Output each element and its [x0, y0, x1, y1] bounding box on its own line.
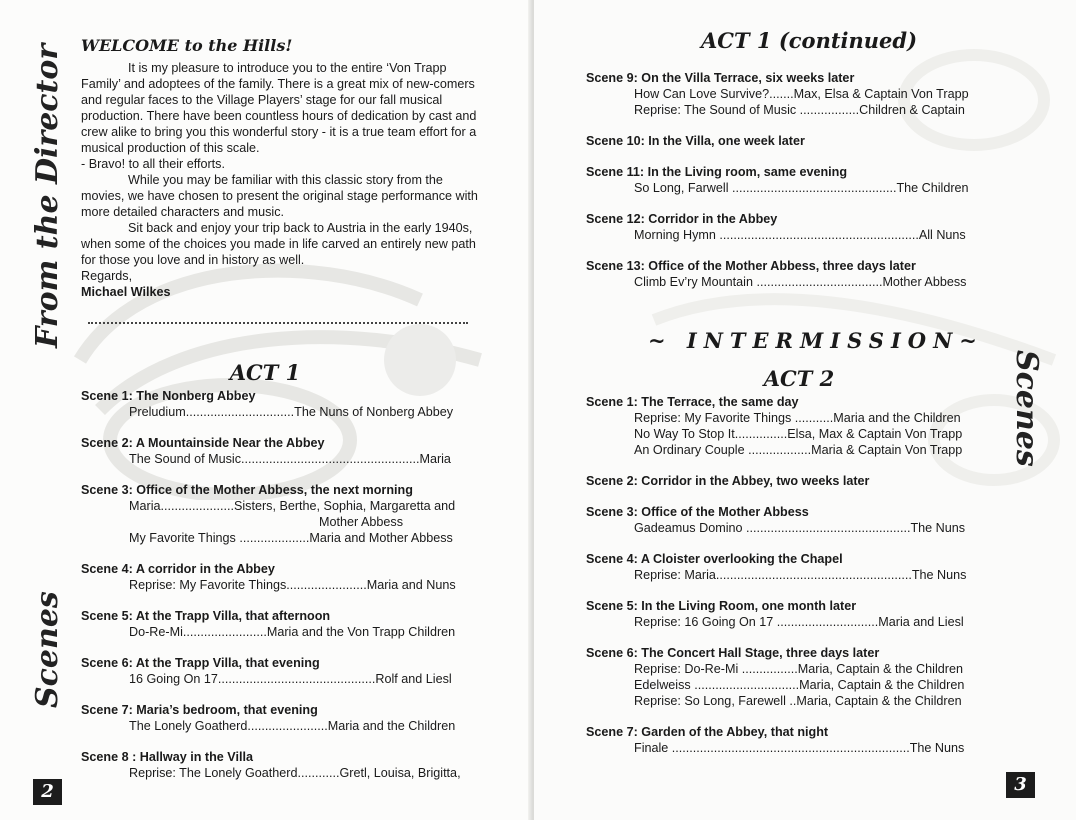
- scene-title: Scene 4: A corridor in the Abbey: [81, 562, 275, 576]
- scene-item: [81, 482, 481, 546]
- scene-title: Scene 9: On the Villa Terrace, six weeks later: [586, 71, 855, 85]
- intro-paragraph: - Bravo! to all their efforts.: [81, 157, 225, 171]
- scene-title: Scene 8 : Hallway in the Villa: [81, 750, 253, 764]
- scene-title: Scene 4: A Cloister overlooking the Chapel: [586, 552, 843, 566]
- scene-title: Scene 3: Office of the Mother Abbess: [586, 505, 809, 519]
- left-page: [0, 0, 532, 820]
- act1-scene-list: [81, 388, 481, 796]
- act1-continued-heading: ACT 1 (continued): [700, 28, 918, 53]
- scene-title: Scene 5: In the Living Room, one month later: [586, 599, 857, 613]
- page-number-left: 2: [33, 779, 62, 805]
- scene-item: [81, 702, 481, 734]
- act2-scene-list: [586, 394, 996, 771]
- song-line: How Can Love Survive?.......Max, Elsa & Captain Von Trapp: [634, 87, 969, 101]
- scene-item: [586, 598, 996, 630]
- act2-heading: ACT 2: [763, 366, 835, 391]
- song-line: Reprise: Do-Re-Mi ................Maria, Captain & the Children: [634, 662, 963, 676]
- scene-item: [586, 551, 996, 583]
- scene-item: [81, 435, 481, 467]
- song-line: Do-Re-Mi........................Maria and the Von Trapp Children: [129, 625, 456, 639]
- song-line: Reprise: Maria........................................................The Nuns: [634, 568, 967, 582]
- scene-title: Scene 2: A Mountainside Near the Abbey: [81, 436, 325, 450]
- scene-title: Scene 6: The Concert Hall Stage, three days later: [586, 646, 880, 660]
- scene-title: Scene 7: Maria’s bedroom, that evening: [81, 703, 318, 717]
- intro-paragraph: While you may be familiar with this classic story from the movies, we have chosen to present the original stage performance with more detailed characters and music.: [81, 173, 478, 219]
- welcome-heading: WELCOME to the Hills!: [81, 36, 293, 55]
- scene-title: Scene 1: The Terrace, the same day: [586, 395, 799, 409]
- intro-paragraph: It is my pleasure to introduce you to the entire ‘Von Trapp Family’ and adoptees of the family. There is a great mix of new-comers and regular faces to the Village Players’ stage for our fall musical production. There have been countless hours of dedication by cast and crew alike to bring you this wonderful story - it is a true team effort for a musical production of this scale.: [81, 61, 477, 155]
- page-number-right: 3: [1006, 772, 1035, 798]
- scene-item: [81, 655, 481, 687]
- scene-title: Scene 3: Office of the Mother Abbess, the next morning: [81, 483, 413, 497]
- scene-item: [81, 608, 481, 640]
- intro-closing: Regards,: [81, 269, 133, 283]
- scene-item: [586, 70, 996, 118]
- scene-item: [586, 394, 996, 458]
- song-line: Reprise: My Favorite Things ...........Maria and the Children: [634, 411, 961, 425]
- song-line: So Long, Farwell ...............................................The Children: [634, 181, 969, 195]
- scene-item: [586, 258, 996, 290]
- scene-item: [586, 724, 996, 756]
- intro-paragraph: Sit back and enjoy your trip back to Austria in the early 1940s, when some of the choices you made in life carved an entirely new path for those you love and in history as well.: [81, 221, 476, 267]
- song-line: The Lonely Goatherd.......................Maria and the Children: [129, 719, 456, 733]
- scene-item: [81, 561, 481, 593]
- dotted-divider: [88, 322, 468, 324]
- song-line: Reprise: The Sound of Music .................Children & Captain: [634, 103, 965, 117]
- song-line: Maria.....................Sisters, Berthe, Sophia, Margaretta and: [129, 499, 456, 513]
- intermission-heading: ~ INTERMISSION~: [648, 328, 984, 353]
- director-signature: Michael Wilkes: [81, 285, 171, 299]
- song-line: Reprise: So Long, Farewell ..Maria, Captain & the Children: [634, 694, 962, 708]
- song-line: Morning Hymn .........................................................All Nuns: [634, 228, 966, 242]
- scene-title: Scene 10: In the Villa, one week later: [586, 134, 805, 148]
- song-line-continued: Mother Abbess: [319, 515, 404, 529]
- scene-title: Scene 7: Garden of the Abbey, that night: [586, 725, 829, 739]
- scene-title: Scene 1: The Nonberg Abbey: [81, 389, 256, 403]
- scene-title: Scene 12: Corridor in the Abbey: [586, 212, 778, 226]
- scene-item: [586, 133, 996, 149]
- side-title-scenes-left: Scenes: [30, 591, 65, 708]
- song-line: Climb Ev’ry Mountain ....................................Mother Abbess: [634, 275, 967, 289]
- scene-title: Scene 13: Office of the Mother Abbess, three days later: [586, 259, 916, 273]
- act1-continued-scene-list: [586, 70, 996, 305]
- scene-title: Scene 5: At the Trapp Villa, that afternoon: [81, 609, 331, 623]
- song-line: An Ordinary Couple ..................Maria & Captain Von Trapp: [634, 443, 963, 457]
- song-line: Reprise: My Favorite Things.......................Maria and Nuns: [129, 578, 456, 592]
- scene-item: [586, 473, 996, 489]
- scene-item: [81, 749, 481, 781]
- song-line: Reprise: 16 Going On 17 .............................Maria and Liesl: [634, 615, 964, 629]
- side-title-scenes-right: Scenes: [1009, 350, 1044, 467]
- act1-heading: ACT 1: [229, 360, 301, 385]
- scene-item: [81, 388, 481, 420]
- song-line: Gadeamus Domino ...............................................The Nuns: [634, 521, 966, 535]
- song-line: Reprise: The Lonely Goatherd............Gretl, Louisa, Brigitta,: [129, 766, 461, 780]
- scene-item: [586, 164, 996, 196]
- scene-item: [586, 504, 996, 536]
- side-title-director: From the Director: [30, 43, 65, 348]
- scene-item: [586, 645, 996, 709]
- scene-title: Scene 11: In the Living room, same evening: [586, 165, 848, 179]
- song-line: Edelweiss ..............................Maria, Captain & the Children: [634, 678, 965, 692]
- song-line: Preludium...............................The Nuns of Nonberg Abbey: [129, 405, 454, 419]
- song-line: The Sound of Music...................................................Maria: [129, 452, 451, 466]
- director-intro: [81, 60, 481, 300]
- song-line: My Favorite Things ....................Maria and Mother Abbess: [129, 531, 453, 545]
- right-page: [534, 0, 1076, 820]
- song-line: 16 Going On 17.............................................Rolf and Liesl: [129, 672, 452, 686]
- scene-title: Scene 2: Corridor in the Abbey, two weeks later: [586, 474, 870, 488]
- song-line: Finale ....................................................................The Nuns: [634, 741, 965, 755]
- song-line: No Way To Stop It...............Elsa, Max & Captain Von Trapp: [634, 427, 963, 441]
- scene-title: Scene 6: At the Trapp Villa, that evening: [81, 656, 320, 670]
- scene-item: [586, 211, 996, 243]
